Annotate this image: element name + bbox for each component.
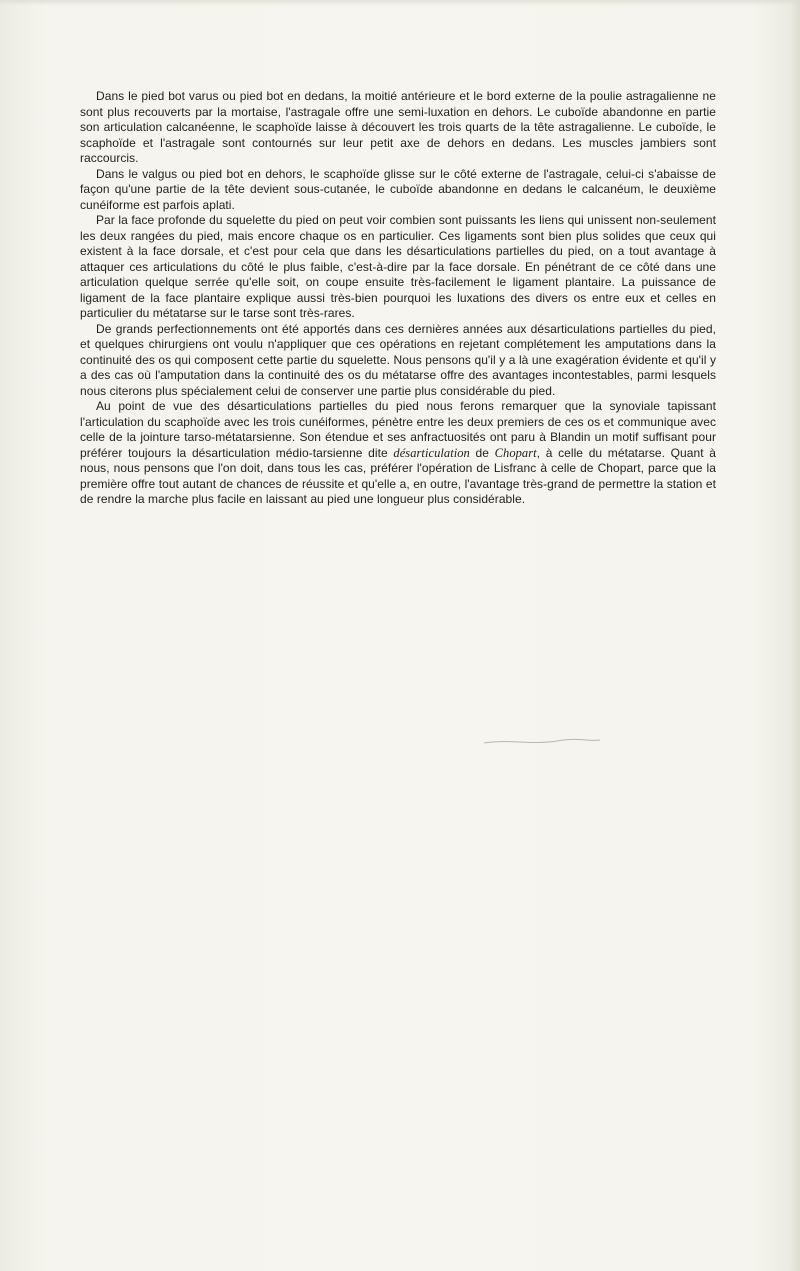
- body-text: [80, 89, 716, 508]
- paragraph-pied-bot-varus: Dans le pied bot varus ou pied bot en dedans, la moitié antérieure et le bord externe de la poulie astragalienne ne sont plus recouverts par la mortaise, l'astragale offre une semi-luxation en dehors. Le cuboïde abandonne en partie son articulation calcanéenne, le scaphoïde laisse à découvert les trois quarts de la tête astragalienne. Le cuboïde, le scaphoïde et l'astragale sont contournés sur leur petit axe de dehors en dedans. Les muscles jambiers sont raccourcis.: [80, 89, 716, 165]
- page-right-shadow: [790, 0, 800, 1271]
- paragraph-ligaments: Par la face profonde du squelette du pied on peut voir combien sont puissants les liens qui unissent non-seulement les deux rangées du pied, mais encore chaque os en particulier. Ces ligaments sont bien plus solides que ceux qui existent à la face dorsale, et c'est pour cela que dans les désarticulations partielles du pied, on a tout avantage à attaquer ces articulations du côté le plus faible, c'est-à-dire par la face dorsale. En pénétrant de ce côté dans une articulation quelque serrée qu'elle soit, on coupe ensuite très-facilement le ligament plantaire. La puissance de ligament de la face plantaire explique aussi très-bien pourquoi les luxations des divers os entre eux et celles en particulier du métatarse sur le tarse sont très-rares.: [80, 213, 716, 320]
- paragraph-synoviale: [80, 399, 716, 508]
- paragraph-valgus: Dans le valgus ou pied bot en dehors, le scaphoïde glisse sur le côté externe de l'astragale, celui-ci s'abaisse de façon qu'une partie de la tête devient sous-cutanée, le cuboïde abandonne en dedans le calcanéum, le deuxième cunéiforme est parfois aplati.: [80, 166, 716, 212]
- paragraph-synoviale-start: Au point de vue des désarticulations partielles du pied nous ferons remarquer que la synoviale tapissant l'articulation du scaphoïde avec les trois cunéiformes, pénètre entre les deux premiers de ces os et communique avec celle de la jointure tarso-métatarsienne. Son étendue et ses anfractuosités ont paru à Blandin un motif suffisant pour préférer toujours la désarticulation médio-tarsienne dite: [80, 399, 716, 460]
- paragraph-synoviale-de: de: [469, 445, 495, 460]
- italic-chopart: Chopart: [494, 445, 537, 460]
- italic-desarticulation: désarticulation: [393, 445, 470, 460]
- scan-mark: [482, 737, 602, 747]
- paragraph-synoviale-end: , à celle du métatarse. Quant à nous, nous pensons que l'on doit, dans tous les cas, préférer l'opération de Lisfranc à celle de Chopart, parce que la première offre tout autant de chances de réussite et qu'elle a, en outre, l'avantage très-grand de permettre la station et de rendre la marche plus facile en laissant au pied une longueur plus considérable.: [80, 445, 716, 506]
- paragraph-perfectionnements: De grands perfectionnements ont été apportés dans ces dernières années aux désarticulations partielles du pied, et quelques chirurgiens ont voulu n'appliquer que ces opérations en rejetant complétement les amputations dans la continuité des os qui composent cette partie du squelette. Nous pensons qu'il y a là une exagération évidente et qu'il y a des cas où l'amputation dans la continuité des os du métatarse offre des avantages incontestables, parmi lesquels nous citerons plus spécialement celui de conserver une partie plus considérable du pied.: [80, 321, 716, 398]
- page-top-shadow: [0, 0, 800, 6]
